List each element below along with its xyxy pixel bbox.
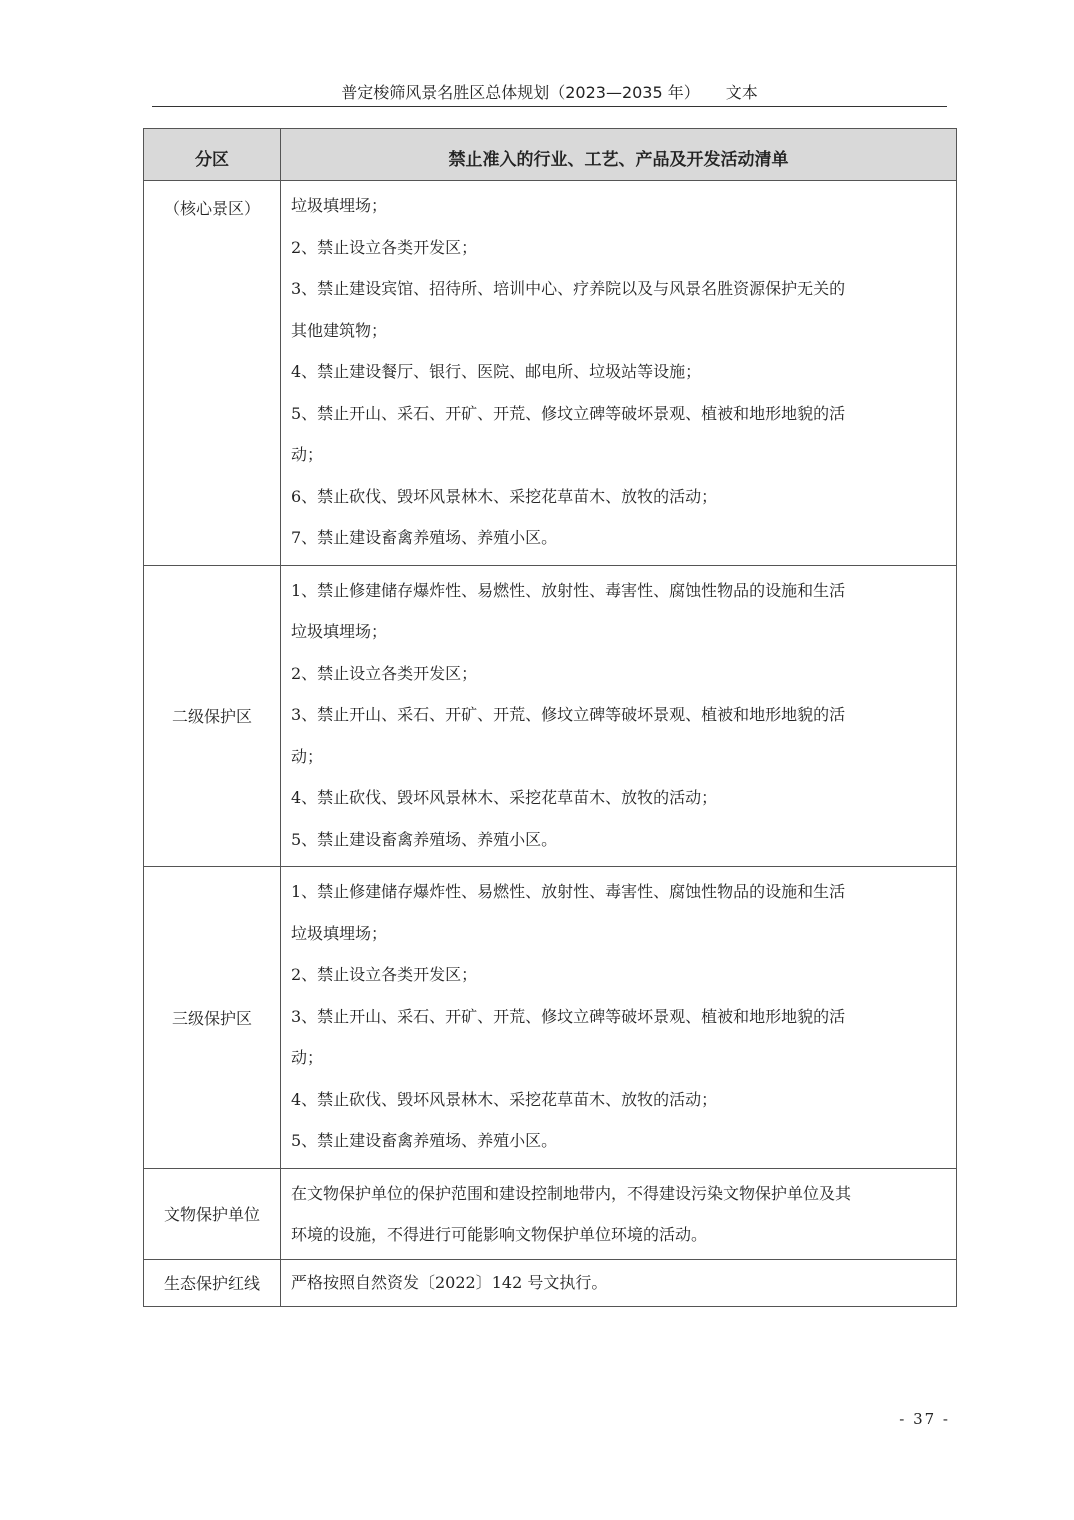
header-text — [152, 80, 947, 103]
rule-line: 7、禁止建设畜禽养殖场、养殖小区。 — [291, 528, 558, 547]
rule-line: 2、禁止设立各类开发区； — [291, 663, 478, 683]
rule-line: 严格按照自然资发〔2022〕142 号文执行。 — [291, 1272, 608, 1292]
rule-line: 1、禁止修建储存爆炸性、易燃性、放射性、毒害性、腐蚀性物品的设施和生活 — [291, 882, 846, 901]
rule-line: 2、禁止设立各类开发区； — [291, 965, 478, 984]
zone-name-eco-redline: 生态保护红线 — [144, 1259, 281, 1306]
rule-list-eco-redline — [281, 1259, 957, 1306]
zone-name-cultural-relic: 文物保护单位 — [144, 1168, 281, 1259]
zone-column-header: 分区 — [144, 129, 281, 181]
rule-line: 5、禁止建设畜禽养殖场、养殖小区。 — [291, 1131, 558, 1150]
rule-line: 垃圾填埋场； — [291, 923, 388, 943]
rule-line: 3、禁止开山、采石、开矿、开荒、修坟立碑等破坏景观、植被和地形地貌的活 — [291, 705, 846, 724]
table-row — [144, 181, 957, 566]
rule-line: 动； — [291, 1048, 324, 1067]
zone-name-tertiary: 三级保护区 — [144, 867, 281, 1169]
rule-line: 1、禁止修建储存爆炸性、易燃性、放射性、毒害性、腐蚀性物品的设施和生活 — [291, 580, 846, 600]
rule-line: 4、禁止建设餐厅、银行、医院、邮电所、垃圾站等设施； — [291, 362, 702, 381]
table-row — [144, 867, 957, 1169]
table-row — [144, 1168, 957, 1259]
zone-name-core: （核心景区） — [144, 181, 281, 566]
rule-line: 5、禁止建设畜禽养殖场、养殖小区。 — [291, 829, 558, 849]
page-header — [152, 78, 947, 107]
rule-line: 4、禁止砍伐、毁坏风景林木、采挖花草苗木、放牧的活动； — [291, 1089, 718, 1109]
document-title: 普定梭筛风景名胜区总体规划（2023—2035 年） — [341, 83, 700, 102]
rule-line: 3、禁止开山、采石、开矿、开荒、修坟立碑等破坏景观、植被和地形地貌的活 — [291, 1006, 846, 1026]
rule-line: 在文物保护单位的保护范围和建设控制地带内，不得建设污染文物保护单位及其 — [291, 1183, 852, 1203]
rule-line: 动； — [291, 746, 324, 766]
rule-line: 垃圾填埋场； — [291, 196, 388, 215]
rule-line: 6、禁止砍伐、毁坏风景林木、采挖花草苗木、放牧的活动； — [291, 486, 718, 506]
rule-line: 4、禁止砍伐、毁坏风景林木、采挖花草苗木、放牧的活动； — [291, 788, 718, 807]
table-row — [144, 1259, 957, 1306]
rule-line: 3、禁止建设宾馆、招待所、培训中心、疗养院以及与风景名胜资源保护无关的 — [291, 279, 846, 298]
list-column-header: 禁止准入的行业、工艺、产品及开发活动清单 — [281, 129, 957, 181]
rule-line: 动； — [291, 445, 324, 464]
rule-line: 环境的设施，不得进行可能影响文物保护单位环境的活动。 — [291, 1224, 708, 1244]
rule-list-core — [281, 181, 957, 566]
rule-list-tertiary — [281, 867, 957, 1169]
table-header-row — [144, 129, 957, 181]
rule-list-cultural-relic — [281, 1168, 957, 1259]
prohibited-activities-table — [143, 128, 957, 1307]
document-type: 文本 — [725, 83, 758, 102]
zone-name-secondary: 二级保护区 — [144, 565, 281, 867]
rule-line: 5、禁止开山、采石、开矿、开荒、修坟立碑等破坏景观、植被和地形地貌的活 — [291, 403, 846, 423]
page-number: - 37 - — [899, 1410, 950, 1428]
table-row — [144, 565, 957, 867]
rule-line: 其他建筑物； — [291, 320, 388, 340]
rule-list-secondary — [281, 565, 957, 867]
rule-line: 垃圾填埋场； — [291, 622, 388, 641]
rule-line: 2、禁止设立各类开发区； — [291, 237, 478, 257]
